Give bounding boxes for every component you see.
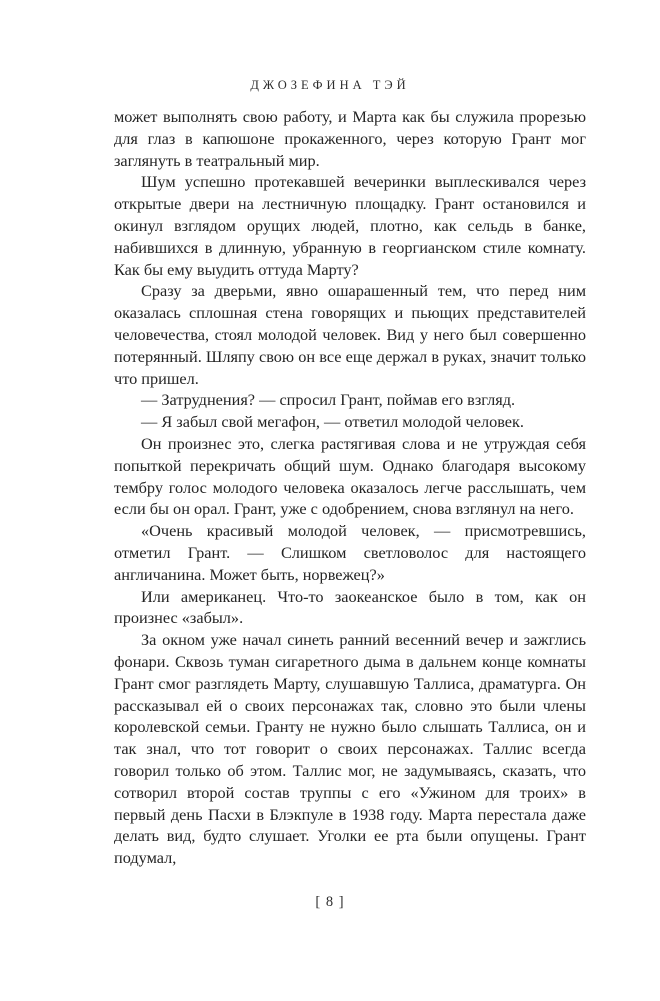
- paragraph: может выполнять свою работу, и Марта как бы служила прорезью для глаз в капюшоне прокаженного, через которую Грант мог заглянуть в театральный мир.: [114, 107, 586, 170]
- paragraph-dialogue: — Затруднения? — спросил Грант, поймав его взгляд.: [141, 390, 516, 410]
- paragraph-dialogue: — Я забыл свой мегафон, — ответил молодой человек.: [141, 412, 525, 432]
- page-number: [ 8 ]: [315, 894, 345, 910]
- paragraph: Или американец. Что-то заокеанское было в том, как он произнес «забыл».: [114, 586, 586, 628]
- paragraph: Шум успешно протекавшей вечеринки выплескивался через открытые двери на лестничную площадку. Грант остановился и окинул взглядом орущих людей, плотно, как сельдь в банке, набившихся в длинную, убранную в георгианском стиле комнату. Как бы ему выудить оттуда Марту?: [114, 172, 586, 279]
- paragraph: Сразу за дверьми, явно ошарашенный тем, что перед ним оказалась сплошная стена говорящих и пьющих представителей человечества, стоял молодой человек. Вид у него был совершенно потерянный. Шляпу свою он все еще держал в руках, значит только что пришел.: [114, 281, 586, 388]
- paragraph: «Очень красивый молодой человек, — присмотревшись, отметил Грант. — Слишком светловолос для настоящего англичанина. Может быть, норвежец?»: [114, 521, 586, 584]
- paragraph: Он произнес это, слегка растягивая слова и не утруждая себя попыткой перекричать общий шум. Однако благодаря высокому тембру голос молодого человека оказалось легче расслышать, чем если бы он орал. Грант, уже с одобрением, снова взглянул на него.: [114, 433, 586, 519]
- text-block: [114, 106, 586, 869]
- paragraph: За окном уже начал синеть ранний весенний вечер и зажглись фонари. Сквозь туман сигаретного дыма в дальнем конце комнаты Грант смог разглядеть Марту, слушавшую Таллиса, драматурга. Он рассказывал ей о своих персонажах так, словно это были члены королевской семьи. Гранту не нужно было слышать Таллиса, он и так знал, что тот говорит о своих персонажах. Таллис всегда говорил только об этом. Таллис мог, не задумываясь, сказать, что сотворил второй состав труппы с его «Ужином для троих» в первый день Пасхи в Блэкпуле в 1938 году. Марта перестала даже делать вид, будто слушает. Уголки ее рта были опущены. Грант подумал,: [114, 630, 586, 868]
- running-head: ДЖОЗЕФИНА ТЭЙ: [250, 78, 410, 92]
